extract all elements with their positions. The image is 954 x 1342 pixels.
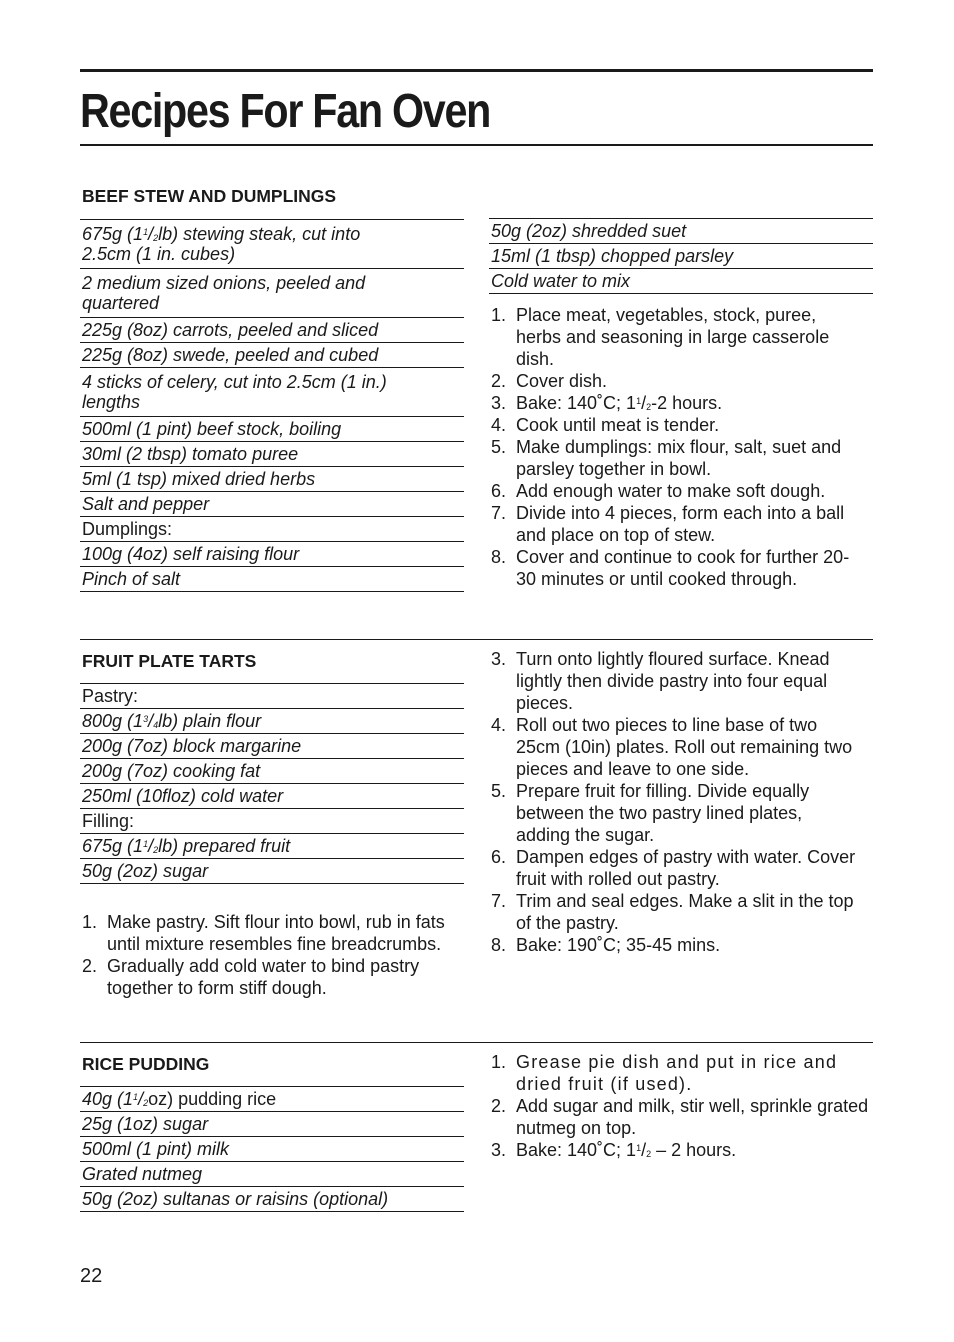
fruit-tarts-heading: FRUIT PLATE TARTS <box>82 651 257 671</box>
rice-ingredients <box>80 1086 464 1212</box>
beef-stew-heading: BEEF STEW AND DUMPLINGS <box>82 186 337 206</box>
top-rule <box>80 69 873 72</box>
ingredient: 675g $(1^1/_2lb)$ prepared fruit <box>80 834 464 859</box>
method-step: 6. Dampen edges of pastry with water. Cover fruit with rolled out pastry. <box>491 847 856 889</box>
ingredient-subheading: Pastry: <box>80 684 464 709</box>
rice-method <box>491 1051 873 1161</box>
ingredient: 5ml (1 tsp) mixed dried herbs <box>80 467 464 492</box>
ingredient: 500ml (1 pint) beef stock, boiling <box>80 417 464 442</box>
method-step: 3. Bake: 140˚C; $1^1/_2-2$ hours. <box>491 393 723 413</box>
ingredient: 200g (7oz) block margarine <box>80 734 464 759</box>
method-step: 2. Gradually add cold water to bind pastry together to form stiff dough. <box>82 956 420 998</box>
method-step: 3. Bake: 140˚C; $1^1/_2 - 2$ hours. <box>491 1140 737 1160</box>
ingredient: Pinch of salt <box>80 567 464 592</box>
ingredient: 40g $(1^1/_2oz)$ pudding rice <box>80 1087 464 1112</box>
ingredient-subheading: Filling: <box>80 809 464 834</box>
ingredient: 50g (2oz) sultanas or raisins (optional) <box>80 1187 464 1212</box>
ingredient: 30ml (2 tbsp) tomato puree <box>80 442 464 467</box>
method-step: 8. Bake: 190˚C; 35-45 mins. <box>491 935 721 955</box>
section-divider <box>80 639 873 640</box>
ingredient: 250ml (10floz) cold water <box>80 784 464 809</box>
method-step: 6. Add enough water to make soft dough. <box>491 481 826 501</box>
ingredient: 200g (7oz) cooking fat <box>80 759 464 784</box>
tarts-method-left <box>82 911 452 999</box>
method-step: 5. Make dumplings: mix flour, salt, suet and parsley together in bowl. <box>491 437 842 479</box>
ingredient: 800g $(1^3/_4lb)$ plain flour <box>80 709 464 734</box>
rice-pudding-heading: RICE PUDDING <box>82 1054 210 1074</box>
method-step: 2. Cover dish. <box>491 371 608 391</box>
ingredient: 15ml (1 tbsp) chopped parsley <box>489 244 873 269</box>
page-number: 22 <box>80 1265 103 1287</box>
ingredient: 25g (1oz) sugar <box>80 1112 464 1137</box>
method-step: 5. Prepare fruit for filling. Divide equally between the two pastry lined plates, adding the sugar. <box>491 781 810 845</box>
method-step: 4. Roll out two pieces to line base of two 25cm (10in) plates. Roll out remaining two pieces and leave to one side. <box>491 715 853 779</box>
tarts-ingredients <box>80 683 464 884</box>
ingredient: Grated nutmeg <box>80 1162 464 1187</box>
ingredient: 100g (4oz) self raising flour <box>80 542 464 567</box>
method-step: 8. Cover and continue to cook for further 20-30 minutes or until cooked through. <box>491 547 850 589</box>
method-step: 1. Place meat, vegetables, stock, puree, herbs and seasoning in large casserole dish. <box>491 305 830 369</box>
ingredient: 50g (2oz) shredded suet <box>489 219 873 244</box>
ingredient: Salt and pepper <box>80 492 464 517</box>
method-step: 2. Add sugar and milk, stir well, sprinkle grated nutmeg on top. <box>491 1096 869 1138</box>
method-step: 7. Trim and seal edges. Make a slit in the top of the pastry. <box>491 891 854 933</box>
method-step: 4. Cook until meat is tender. <box>491 415 720 435</box>
page-title: Recipes For Fan Oven <box>80 85 491 138</box>
ingredient: Cold water to mix <box>489 269 873 294</box>
ingredient: 225g (8oz) swede, peeled and cubed <box>80 343 464 368</box>
method-step: 7. Divide into 4 pieces, form each into a ball and place on top of stew. <box>491 503 845 545</box>
title-rule <box>80 144 873 146</box>
ingredient: 675g $(1^1/_2lb)$ stewing steak, cut into 2.5cm (1 in. cubes) <box>80 220 464 269</box>
ingredient: 2 medium sized onions, peeled and quartered <box>80 269 464 318</box>
ingredient: 500ml (1 pint) milk <box>80 1137 464 1162</box>
method-step: 1. Make pastry. Sift flour into bowl, rub in fats until mixture resembles fine breadcrumbs. <box>82 912 445 954</box>
beef-method <box>491 304 861 590</box>
ingredient: 4 sticks of celery, cut into 2.5cm (1 in.) lengths <box>80 368 464 417</box>
beef-ingredients-right <box>489 218 873 294</box>
method-step: 3. Turn onto lightly floured surface. Knead lightly then divide pastry into four equal pieces. <box>491 649 830 713</box>
ingredient: 225g (8oz) carrots, peeled and sliced <box>80 318 464 343</box>
beef-ingredients-left <box>80 219 464 592</box>
tarts-method-right <box>491 648 861 956</box>
ingredient: 50g (2oz) sugar <box>80 859 464 884</box>
section-divider <box>80 1042 873 1043</box>
method-step: 1. Grease pie dish and put in rice and dried fruit (if used). <box>491 1052 838 1094</box>
ingredient-subheading: Dumplings: <box>80 517 464 542</box>
